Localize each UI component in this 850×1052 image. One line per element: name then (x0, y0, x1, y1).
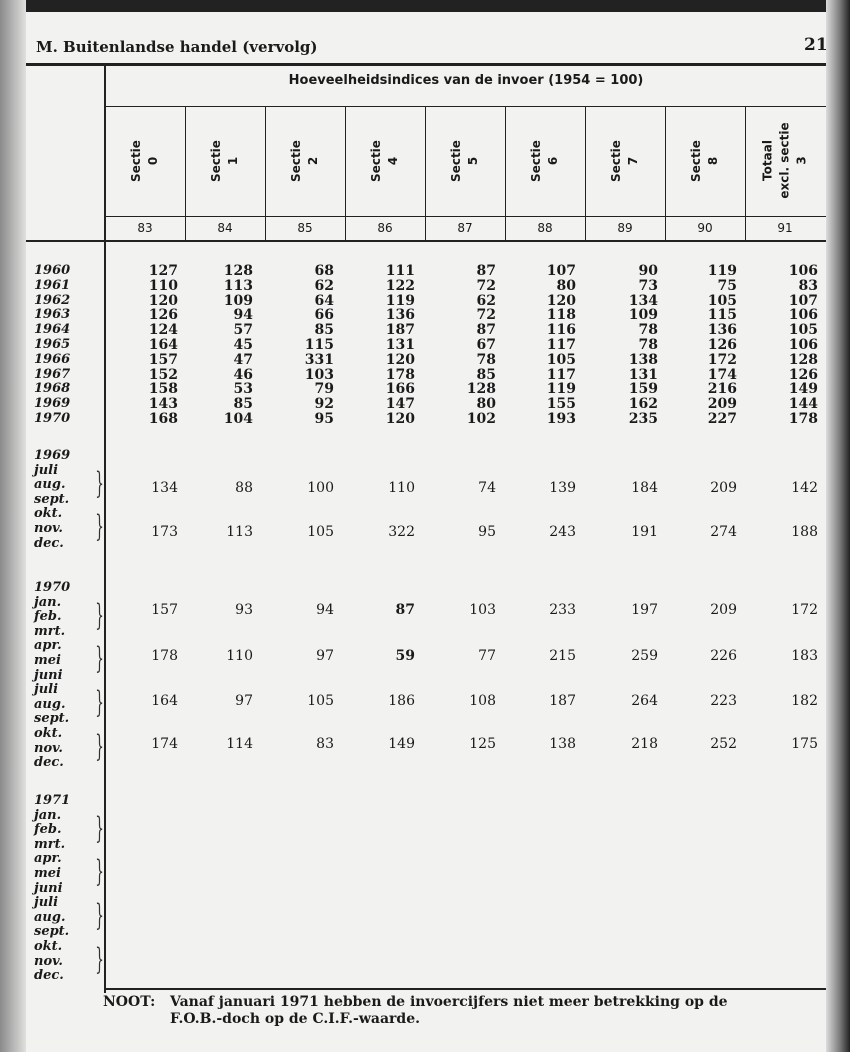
column-header-text: Sectie (688, 139, 703, 182)
scan-border (0, 0, 850, 12)
column-header-text: 4 (385, 156, 400, 165)
column-header-text: excl. sectie (777, 122, 792, 199)
cell-value: 138 (628, 351, 658, 368)
cell-value: 77 (478, 648, 496, 664)
cell-value: 94 (233, 307, 253, 324)
cell-value: 152 (148, 366, 178, 383)
column-header (185, 108, 265, 213)
row-year: 1964 (34, 322, 71, 338)
column-header (505, 108, 585, 213)
month-label: nov. (34, 953, 63, 969)
cell-value: 134 (628, 292, 658, 309)
month-label: dec. (34, 968, 64, 984)
block-year: 1971 (34, 793, 71, 808)
cell-value: 119 (385, 292, 415, 309)
cell-value: 183 (791, 648, 818, 664)
cell-value: 66 (314, 307, 334, 324)
cell-value: 173 (151, 524, 178, 540)
cell-value: 87 (476, 263, 496, 279)
month-label: okt. (34, 726, 63, 741)
column-header (745, 108, 825, 213)
month-label: aug. (34, 696, 66, 712)
month-label: jan. (34, 594, 62, 610)
column-header-text: 7 (625, 156, 640, 165)
cell-value: 138 (549, 736, 576, 752)
column-header-label (368, 140, 402, 182)
month-label: dec. (34, 535, 64, 551)
cell-value: 172 (707, 351, 737, 368)
cell-value: 197 (631, 602, 658, 618)
cell-value: 72 (476, 277, 496, 294)
cell-value: 136 (385, 307, 415, 324)
month-label: nov. (34, 740, 63, 756)
cell-value: 142 (791, 480, 818, 496)
month-label: sept. (34, 491, 70, 507)
row-year: 1960 (34, 263, 71, 278)
cell-value: 72 (476, 307, 496, 324)
cell-value: 78 (476, 351, 496, 368)
month-label: feb. (34, 822, 62, 838)
cell-value: 87 (476, 322, 496, 339)
note-label: NOOT: (103, 994, 156, 1010)
cell-value: 158 (148, 381, 178, 398)
cell-value: 178 (151, 648, 178, 664)
column-code: 87 (457, 221, 473, 235)
cell-value: 259 (631, 648, 658, 664)
cell-value: 128 (223, 263, 253, 279)
column-header-text: 2 (305, 156, 320, 165)
column-header-text: 5 (465, 156, 480, 165)
quarter-brace: } (95, 509, 104, 545)
cell-value: 264 (631, 693, 658, 709)
cell-value: 174 (151, 736, 178, 752)
month-label: mrt. (34, 623, 66, 639)
quarter-brace: } (95, 729, 104, 764)
month-label: okt. (34, 939, 63, 954)
cell-value: 186 (388, 693, 415, 709)
cell-value: 109 (223, 292, 253, 309)
cell-value: 193 (546, 411, 576, 427)
cell-value: 126 (148, 307, 178, 324)
cell-value: 114 (226, 736, 253, 752)
cell-value: 157 (148, 351, 178, 368)
rule-bottom (104, 988, 826, 990)
cell-value: 85 (233, 396, 253, 413)
cell-value: 209 (710, 480, 737, 496)
cell-value: 125 (469, 736, 496, 752)
cell-value: 178 (788, 411, 818, 427)
cell-value: 227 (707, 411, 737, 427)
cell-value: 110 (388, 480, 415, 496)
month-label: nov. (34, 521, 63, 536)
cell-value: 216 (707, 381, 737, 398)
cell-value: 107 (788, 292, 818, 309)
cell-value: 87 (395, 602, 415, 618)
cell-value: 105 (546, 351, 576, 368)
cell-value: 94 (316, 602, 334, 618)
cell-value: 136 (707, 322, 737, 339)
cell-value: 127 (148, 263, 178, 279)
cell-value: 80 (556, 277, 576, 294)
quarter-brace: } (95, 685, 104, 721)
column-header (345, 108, 425, 213)
cell-value: 111 (385, 263, 415, 279)
cell-value: 119 (707, 263, 737, 279)
month-label: mei (34, 866, 61, 881)
month-label: apr. (34, 638, 62, 654)
row-year: 1962 (34, 292, 71, 308)
cell-value: 218 (631, 736, 658, 752)
column-code: 88 (537, 221, 553, 235)
cell-value: 105 (307, 524, 334, 540)
month-label: juli (34, 462, 59, 478)
cell-value: 178 (385, 366, 415, 383)
cell-value: 149 (788, 381, 818, 398)
cell-value: 166 (385, 381, 415, 398)
cell-value: 62 (476, 292, 496, 309)
cell-value: 106 (788, 307, 818, 324)
month-label: okt. (34, 506, 63, 522)
cell-value: 120 (148, 292, 178, 309)
rule-codes (106, 216, 826, 217)
cell-value: 107 (546, 263, 576, 279)
cell-value: 143 (148, 396, 178, 413)
cell-value: 131 (385, 337, 415, 353)
quarter-brace: } (95, 898, 104, 934)
note-line-1: Vanaf januari 1971 hebben de invoercijfers niet meer betrekking op de (170, 994, 728, 1010)
column-header-text: 8 (705, 156, 720, 165)
column-header-label (288, 140, 322, 182)
cell-value: 322 (388, 524, 415, 540)
quarter-brace: } (95, 465, 104, 501)
column-header (265, 108, 345, 213)
cell-value: 64 (314, 292, 334, 309)
column-header-label (128, 140, 162, 182)
month-label: mei (34, 653, 61, 668)
cell-value: 105 (307, 693, 334, 709)
cell-value: 147 (385, 396, 415, 413)
cell-value: 47 (233, 351, 253, 368)
cell-value: 46 (233, 366, 253, 383)
cell-value: 93 (235, 602, 253, 618)
cell-value: 108 (469, 693, 496, 709)
cell-value: 83 (316, 736, 334, 752)
month-label: sept. (34, 924, 70, 940)
cell-value: 57 (233, 322, 253, 339)
column-header-text: Sectie (208, 139, 223, 182)
table-caption: Hoeveelheidsindices van de invoer (1954 = 100) (288, 73, 644, 88)
month-label: aug. (34, 477, 66, 493)
column-code: 90 (697, 221, 713, 235)
column-header-text: Sectie (528, 139, 543, 182)
cell-value: 116 (546, 322, 576, 339)
month-label: feb. (34, 609, 62, 625)
cell-value: 117 (546, 366, 576, 383)
quarter-brace: } (95, 854, 104, 890)
quarter-brace: } (95, 597, 104, 633)
column-code: 91 (777, 221, 793, 235)
cell-value: 162 (628, 396, 658, 413)
cell-value: 90 (638, 263, 658, 279)
cell-value: 164 (151, 693, 178, 709)
page-gutter (0, 0, 26, 1052)
row-year: 1966 (34, 351, 71, 367)
month-label: apr. (34, 851, 62, 867)
cell-value: 109 (628, 307, 658, 324)
cell-value: 45 (233, 337, 253, 353)
cell-value: 149 (388, 736, 415, 752)
month-label: juni (34, 880, 63, 896)
cell-value: 75 (717, 277, 737, 294)
row-year: 1963 (34, 307, 71, 323)
cell-value: 105 (707, 292, 737, 309)
cell-value: 235 (628, 411, 658, 427)
column-header-label (759, 122, 810, 198)
cell-value: 95 (478, 524, 496, 540)
month-label: mrt. (34, 836, 66, 852)
block-year: 1970 (34, 580, 71, 595)
column-header-label (608, 140, 642, 182)
column-header-label (688, 140, 722, 182)
cell-value: 117 (546, 337, 576, 353)
cell-value: 78 (638, 322, 658, 339)
cell-value: 79 (314, 381, 334, 398)
column-header-label (448, 140, 482, 182)
cell-value: 53 (233, 381, 253, 398)
row-year: 1967 (34, 366, 71, 382)
cell-value: 139 (549, 480, 576, 496)
row-year: 1968 (34, 381, 71, 397)
cell-value: 83 (798, 277, 818, 294)
cell-value: 80 (476, 396, 496, 413)
column-header-text: 6 (545, 156, 560, 165)
cell-value: 115 (707, 307, 737, 324)
cell-value: 233 (549, 602, 576, 618)
column-header-text: 0 (145, 156, 160, 165)
cell-value: 209 (710, 602, 737, 618)
quarter-brace: } (95, 641, 104, 677)
cell-value: 223 (710, 693, 737, 709)
column-header (585, 108, 665, 213)
cell-value: 144 (788, 396, 818, 413)
column-code: 85 (297, 221, 313, 235)
note-line-2: F.O.B.-doch op de C.I.F.-waarde. (170, 1011, 420, 1027)
cell-value: 85 (476, 366, 496, 383)
cell-value: 209 (707, 396, 737, 413)
cell-value: 119 (546, 381, 576, 398)
column-header-text: Sectie (448, 139, 463, 182)
cell-value: 331 (304, 351, 334, 368)
cell-value: 184 (631, 480, 658, 496)
rule-caption (106, 106, 826, 107)
cell-value: 113 (226, 524, 253, 540)
page-number: 21 (804, 35, 828, 55)
column-code: 89 (617, 221, 633, 235)
cell-value: 73 (638, 277, 658, 294)
cell-value: 124 (148, 322, 178, 339)
column-header-text: Totaal (760, 140, 775, 181)
quarter-brace: } (95, 810, 104, 846)
column-header-label (528, 140, 562, 182)
cell-value: 118 (546, 307, 576, 324)
cell-value: 175 (791, 736, 818, 752)
column-code: 86 (377, 221, 393, 235)
quarter-brace: } (95, 942, 104, 977)
cell-value: 110 (148, 277, 178, 294)
cell-value: 128 (788, 351, 818, 368)
month-label: sept. (34, 711, 70, 727)
row-year: 1961 (34, 277, 71, 293)
month-label: dec. (34, 755, 64, 771)
column-header-text: Sectie (128, 139, 143, 182)
cell-value: 126 (788, 366, 818, 383)
cell-value: 100 (307, 480, 334, 496)
cell-value: 122 (385, 277, 415, 294)
cell-value: 157 (151, 602, 178, 618)
cell-value: 103 (304, 366, 334, 383)
cell-value: 188 (791, 524, 818, 540)
row-year: 1969 (34, 396, 71, 412)
cell-value: 134 (151, 480, 178, 496)
column-header-text: 1 (225, 156, 240, 165)
cell-value: 104 (223, 411, 253, 427)
cell-value: 106 (788, 263, 818, 279)
cell-value: 110 (226, 648, 253, 664)
column-header (105, 108, 185, 213)
cell-value: 174 (707, 366, 737, 383)
cell-value: 131 (628, 366, 658, 383)
cell-value: 74 (478, 480, 496, 496)
cell-value: 182 (791, 693, 818, 709)
rule-top (26, 63, 826, 66)
cell-value: 187 (549, 693, 576, 709)
cell-value: 274 (710, 524, 737, 540)
cell-value: 155 (546, 396, 576, 413)
cell-value: 187 (385, 322, 415, 339)
block-year: 1969 (34, 448, 71, 463)
cell-value: 78 (638, 337, 658, 353)
month-label: aug. (34, 909, 66, 925)
rule-header-bottom (26, 240, 826, 242)
month-label: juli (34, 682, 59, 698)
cell-value: 97 (316, 648, 334, 664)
cell-value: 159 (628, 381, 658, 398)
cell-value: 92 (314, 396, 334, 413)
cell-value: 113 (223, 277, 253, 294)
cell-value: 126 (707, 337, 737, 353)
cell-value: 168 (148, 411, 178, 427)
cell-value: 95 (314, 411, 334, 427)
cell-value: 128 (466, 381, 496, 398)
cell-value: 103 (469, 602, 496, 618)
column-header (665, 108, 745, 213)
month-label: juli (34, 895, 59, 911)
cell-value: 120 (385, 411, 415, 427)
column-header-text: Sectie (288, 139, 303, 182)
column-header (425, 108, 505, 213)
cell-value: 215 (549, 648, 576, 664)
cell-value: 88 (235, 480, 253, 496)
cell-value: 62 (314, 277, 334, 294)
cell-value: 191 (631, 524, 658, 540)
cell-value: 105 (788, 322, 818, 339)
cell-value: 120 (546, 292, 576, 309)
column-header-text: Sectie (368, 139, 383, 182)
cell-value: 164 (148, 337, 178, 353)
column-code: 83 (137, 221, 153, 235)
cell-value: 68 (314, 263, 334, 279)
cell-value: 59 (395, 648, 415, 664)
cell-value: 172 (791, 602, 818, 618)
cell-value: 67 (476, 337, 496, 353)
column-header-label (208, 140, 242, 182)
column-code: 84 (217, 221, 233, 235)
column-header-text: 3 (794, 156, 809, 165)
cell-value: 97 (235, 693, 253, 709)
month-label: juni (34, 667, 63, 683)
month-label: jan. (34, 807, 62, 823)
cell-value: 102 (466, 411, 496, 427)
cell-value: 243 (549, 524, 576, 540)
cell-value: 120 (385, 351, 415, 368)
section-title: M. Buitenlandse handel (vervolg) (36, 38, 318, 56)
cell-value: 106 (788, 337, 818, 353)
column-header-text: Sectie (608, 139, 623, 182)
row-year: 1965 (34, 337, 71, 352)
cell-value: 85 (314, 322, 334, 339)
row-year: 1970 (34, 411, 71, 426)
cell-value: 226 (710, 648, 737, 664)
page-edge (826, 0, 850, 1052)
cell-value: 252 (710, 736, 737, 752)
cell-value: 115 (304, 337, 334, 353)
